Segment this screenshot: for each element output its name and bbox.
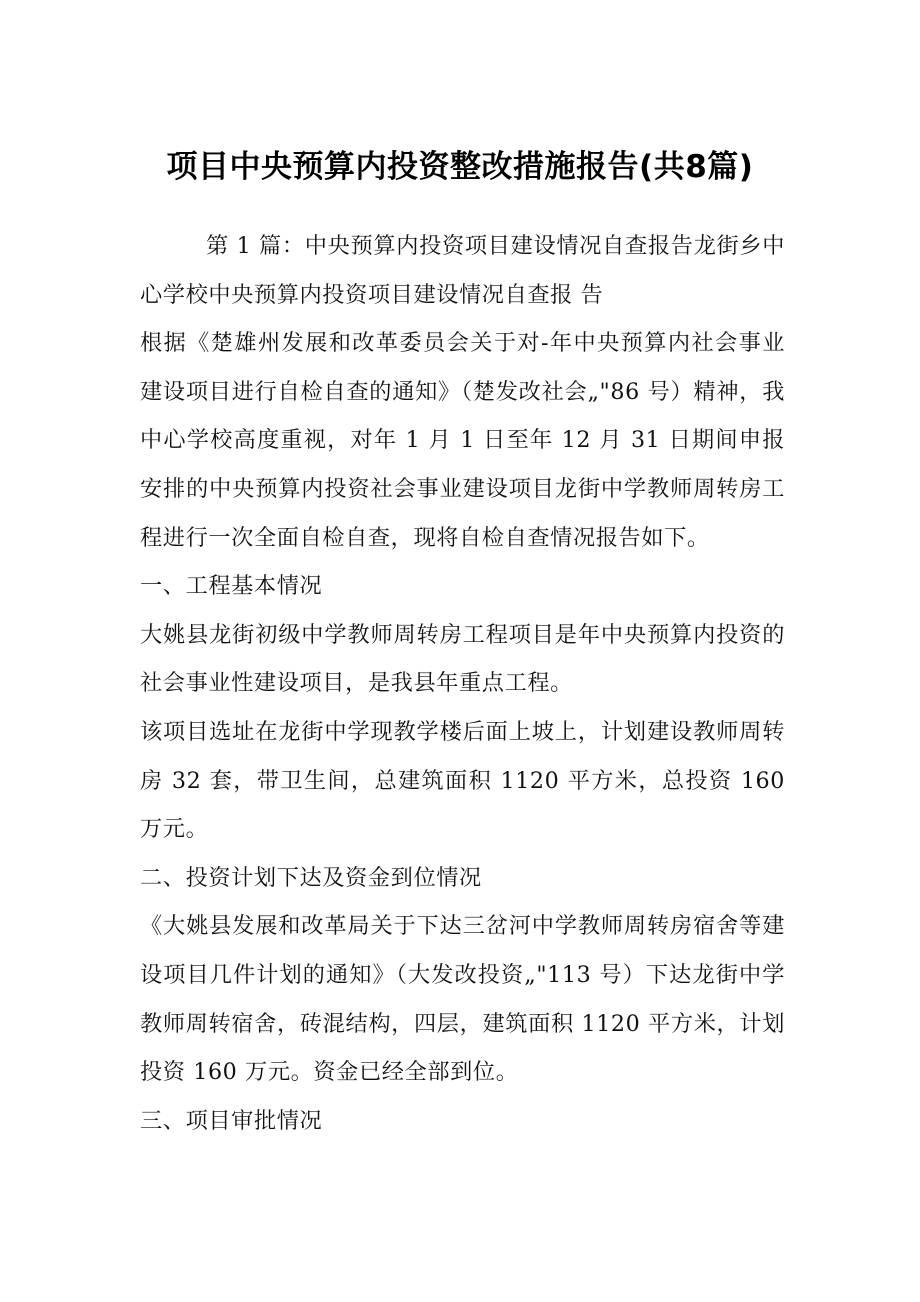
paragraph-funding: 《大姚县发展和改革局关于下达三岔河中学教师周转房宿舍等建设项目几件计划的通知》（大发改投资„"113 号）下达龙街中学教师周转宿舍，砖混结构，四层，建筑面积 1120 平方米，计划投资 160 万元。资金已经全部到位。 xyxy=(140,913,785,1086)
section-heading-project-overview: 一、工程基本情况 xyxy=(140,573,323,600)
section-heading-approval: 三、项目审批情况 xyxy=(140,1107,323,1134)
paragraph-basis: 根据《楚雄州发展和改革委员会关于对-年中央预算内社会事业建设项目进行自检自查的通知》（楚发改社会„"86 号）精神，我中心学校高度重视，对年 1 月 1 日至年 12 月 31 日期间申报安排的中央预算内投资社会事业建设项目龙街中学教师周转房工程进行一次全面自检自查，现将自检自查情况报告如下。 xyxy=(140,330,785,551)
paragraph-part-1-intro: 第 1 篇：中央预算内投资项目建设情况自查报告龙街乡中心学校中央预算内投资项目建设情况自查报 告 xyxy=(140,233,785,308)
paragraph-project-site: 该项目选址在龙街中学现教学楼后面上坡上，计划建设教师周转房 32 套，带卫生间，总建筑面积 1120 平方米，总投资 160 万元。 xyxy=(140,718,785,843)
section-heading-funding: 二、投资计划下达及资金到位情况 xyxy=(140,864,482,891)
document-body xyxy=(140,222,785,1145)
document-title: 项目中央预算内投资整改措施报告(共8篇) xyxy=(166,149,754,185)
paragraph-project-overview: 大姚县龙街初级中学教师周转房工程项目是年中央预算内投资的社会事业性建设项目，是我县年重点工程。 xyxy=(140,621,785,697)
